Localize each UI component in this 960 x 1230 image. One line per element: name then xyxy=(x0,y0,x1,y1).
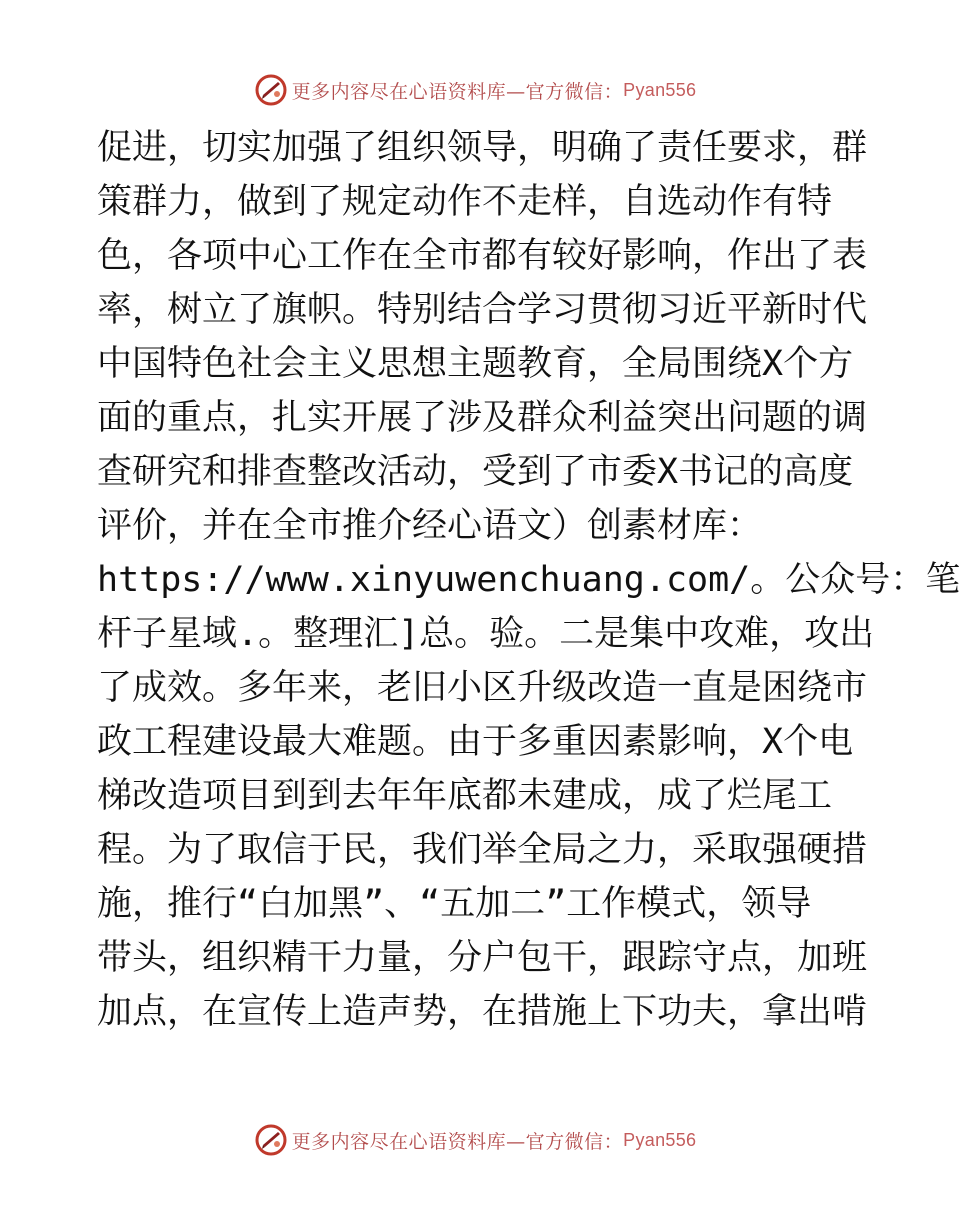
body-line: 加点，在宣传上造声势，在措施上下功夫，拿出啃 xyxy=(97,992,868,1032)
body-line: 带头，组织精干力量，分户包干，跟踪守点，加班 xyxy=(97,938,868,978)
body-line: 色，各项中心工作在全市都有较好影响，作出了表 xyxy=(97,236,868,276)
document-body xyxy=(97,122,960,1038)
watermark-text: 更多内容尽在心语资料库—官方微信： xyxy=(291,80,624,103)
logo-icon xyxy=(254,1123,288,1157)
body-line: 面的重点，扎实开展了涉及群众利益突出问题的调 xyxy=(97,398,868,438)
body-line: 政工程建设最大难题。由于多重因素影响，X个电 xyxy=(97,722,854,762)
watermark-contact: Pyan556 xyxy=(623,1129,697,1150)
body-line: 策群力，做到了规定动作不走样，自选动作有特 xyxy=(97,182,833,222)
body-line: 杆子星域.。整理汇]总。验。二是集中攻难，攻出 xyxy=(97,614,875,654)
body-line: 施，推行“白加黑”、“五加二”工作模式，领导 xyxy=(97,884,812,924)
body-line: 查研究和排查整改活动，受到了市委X书记的高度 xyxy=(97,452,854,492)
logo-icon xyxy=(254,73,288,107)
header-watermark xyxy=(0,70,950,110)
footer-watermark xyxy=(0,1120,950,1160)
watermark-contact: Pyan556 xyxy=(623,79,697,100)
body-line: 评价，并在全市推介经心语文）创素材库： xyxy=(97,506,763,546)
body-line: 中国特色社会主义思想主题教育，全局围绕X个方 xyxy=(97,344,854,384)
body-line: 率，树立了旗帜。特别结合学习贯彻习近平新时代 xyxy=(97,290,868,330)
watermark-text: 更多内容尽在心语资料库—官方微信： xyxy=(291,1130,624,1153)
body-line: 程。为了取信于民，我们举全局之力，采取强硬措 xyxy=(97,830,868,870)
body-line: https://www.xinyuwenchuang.com/。公众号：笔 xyxy=(97,560,960,600)
body-line: 促进，切实加强了组织领导，明确了责任要求，群 xyxy=(97,128,868,168)
body-line: 了成效。多年来，老旧小区升级改造一直是困绕市 xyxy=(97,668,868,708)
body-line: 梯改造项目到到去年年底都未建成，成了烂尾工 xyxy=(97,776,833,816)
